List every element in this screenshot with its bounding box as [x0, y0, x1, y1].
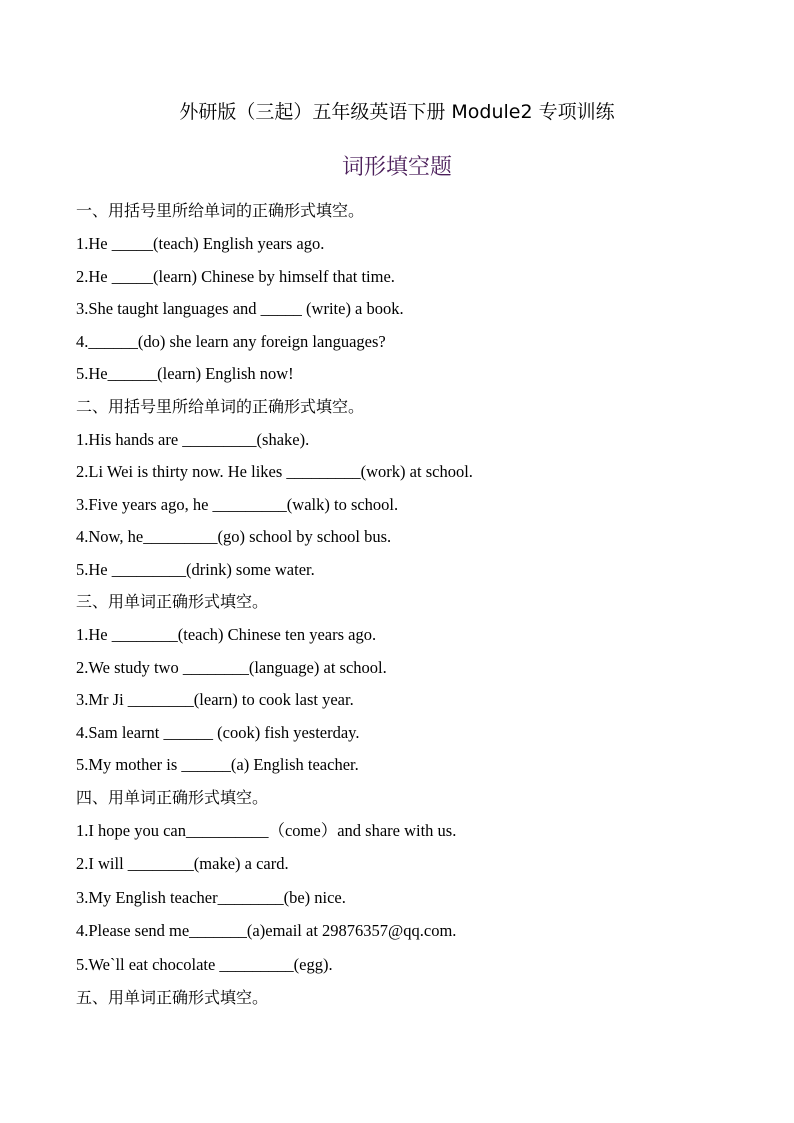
question-item: 5.We`ll eat chocolate _________(egg).	[76, 954, 333, 974]
page-title: 外研版（三起）五年级英语下册 Module2 专项训练	[179, 101, 615, 123]
question-item: 3.My English teacher________(be) nice.	[76, 887, 346, 907]
exercise-content	[76, 200, 756, 1020]
section-heading: 五、用单词正确形式填空。	[76, 988, 269, 1007]
question-item: 2.We study two ________(language) at school.	[76, 657, 387, 677]
section-heading: 四、用单词正确形式填空。	[76, 787, 269, 807]
section-2	[76, 396, 756, 581]
question-item: 2.He _____(learn) Chinese by himself that time.	[76, 266, 395, 286]
question-item: 5.My mother is ______(a) English teacher.	[76, 755, 359, 774]
question-item: 5.He _________(drink) some water.	[76, 559, 315, 579]
section-1	[76, 200, 756, 385]
question-item: 4.Sam learnt ______ (cook) fish yesterday.	[76, 722, 360, 742]
section-5	[76, 987, 756, 1009]
section-4	[76, 787, 756, 976]
section-heading: 三、用单词正确形式填空。	[76, 592, 269, 611]
question-item: 1.He ________(teach) Chinese ten years ago.	[76, 625, 377, 644]
section-3	[76, 591, 756, 776]
question-item: 1.His hands are _________(shake).	[76, 429, 310, 449]
question-item: 3.She taught languages and _____ (write) a book.	[76, 299, 404, 318]
question-item: 4.Now, he_________(go) school by school bus.	[76, 527, 392, 546]
question-item: 4.______(do) she learn any foreign languages?	[76, 331, 386, 351]
question-item: 2.I will ________(make) a card.	[76, 854, 289, 873]
question-item: 3.Five years ago, he _________(walk) to school.	[76, 494, 399, 514]
question-item: 3.Mr Ji ________(learn) to cook last year.	[76, 690, 354, 709]
question-item: 5.He______(learn) English now!	[76, 364, 294, 383]
question-item: 1.I hope you can__________（come）and share with us.	[76, 820, 457, 840]
question-item: 2.Li Wei is thirty now. He likes _________(work) at school.	[76, 462, 473, 481]
question-item: 4.Please send me_______(a)email at 29876357@qq.com.	[76, 921, 457, 940]
sub-title: 词形填空题	[341, 155, 452, 180]
question-item: 1.He _____(teach) English years ago.	[76, 234, 325, 253]
section-heading: 二、用括号里所给单词的正确形式填空。	[76, 396, 365, 416]
section-heading: 一、用括号里所给单词的正确形式填空。	[76, 201, 365, 220]
